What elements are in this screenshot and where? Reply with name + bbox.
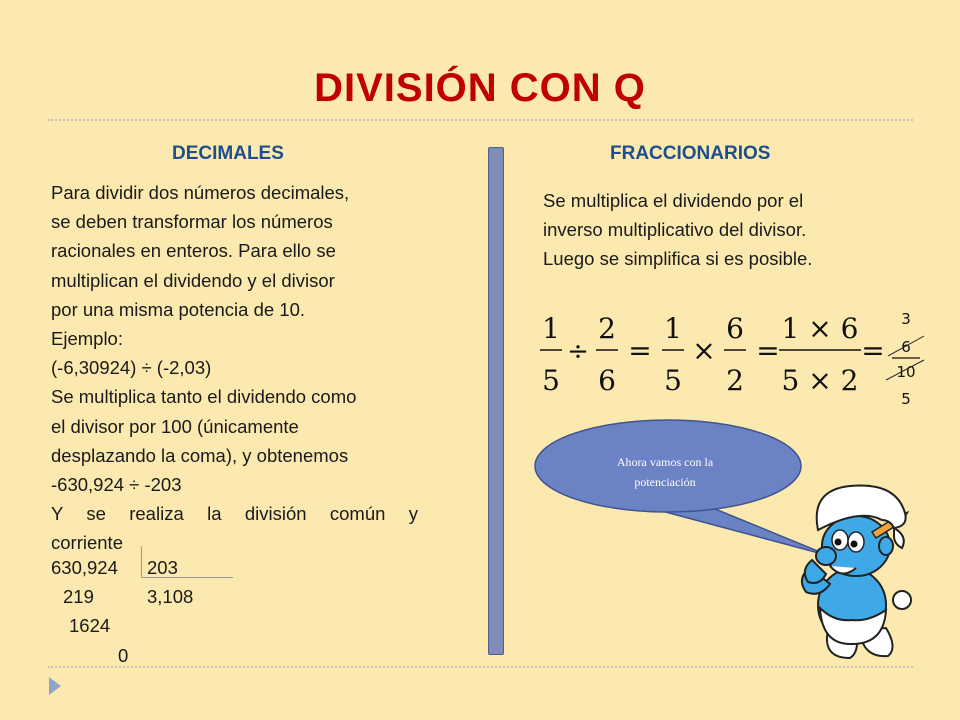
body-line: Se multiplica tanto el dividendo como bbox=[51, 386, 357, 408]
body-line: multiplican el dividendo y el divisor bbox=[51, 269, 335, 291]
body-line: inverso multiplicativo del divisor. bbox=[543, 219, 807, 241]
fraction-denominator: 5 × 2 bbox=[781, 364, 859, 397]
division-bracket-horizontal bbox=[141, 577, 233, 578]
bubble-line: Ahora vamos con la bbox=[616, 455, 714, 469]
body-line: corriente bbox=[51, 532, 123, 554]
fraction-denominator: 2 bbox=[726, 364, 744, 397]
top-dotted-divider bbox=[48, 119, 913, 121]
body-line-justified: Y se realiza la división común y bbox=[51, 503, 418, 525]
decimales-heading: DECIMALES bbox=[172, 143, 284, 164]
decimales-body bbox=[51, 178, 418, 558]
fraction-denominator: 10 bbox=[896, 363, 916, 381]
simplified-numerator: 3 bbox=[901, 310, 911, 328]
long-division bbox=[51, 553, 194, 670]
bottom-dotted-divider bbox=[48, 666, 913, 668]
speech-bubble bbox=[530, 418, 830, 568]
equals-sign: = bbox=[756, 334, 780, 367]
vertical-divider-bar bbox=[488, 147, 504, 655]
fraction-numerator: 2 bbox=[598, 312, 616, 345]
fraction-numerator: 6 bbox=[726, 312, 744, 345]
body-line: Ejemplo: bbox=[51, 328, 123, 350]
body-line: por una misma potencia de 10. bbox=[51, 298, 306, 320]
fraccionarios-heading: FRACCIONARIOS bbox=[610, 143, 771, 164]
remainder: 1624 bbox=[69, 615, 111, 637]
body-line: desplazando la coma), y obtenemos bbox=[51, 444, 349, 466]
body-line: el divisor por 100 (únicamente bbox=[51, 415, 299, 437]
remainder: 0 bbox=[118, 644, 129, 666]
body-line: se deben transformar los números bbox=[51, 211, 333, 233]
body-line: Para dividir dos números decimales, bbox=[51, 182, 350, 203]
fraction-denominator: 6 bbox=[598, 364, 616, 397]
bubble-line: potenciación bbox=[634, 475, 696, 489]
fraction-division-formula bbox=[536, 300, 926, 420]
fraccionarios-body bbox=[543, 186, 903, 274]
fraction-numerator: 6 bbox=[901, 338, 911, 356]
fraction-numerator: 1 bbox=[542, 312, 560, 345]
remainder: 219 bbox=[63, 586, 94, 608]
times-sign: × bbox=[692, 334, 716, 367]
equals-sign: = bbox=[861, 334, 885, 367]
quotient: 3,108 bbox=[147, 586, 194, 608]
fraction-numerator: 1 × 6 bbox=[781, 312, 859, 345]
body-line: Se multiplica el dividendo por el bbox=[543, 190, 804, 211]
fraction-denominator: 5 bbox=[664, 364, 682, 397]
fraction-numerator: 1 bbox=[664, 312, 682, 345]
divisor: 203 bbox=[147, 557, 178, 578]
body-line: Luego se simplifica si es posible. bbox=[543, 248, 813, 270]
dividend: 630,924 bbox=[51, 557, 118, 578]
speech-bubble-text bbox=[560, 452, 770, 492]
division-bracket-vertical bbox=[141, 546, 142, 578]
fraction-denominator: 5 bbox=[542, 364, 560, 397]
simplified-denominator: 5 bbox=[901, 390, 911, 408]
division-sign: ÷ bbox=[567, 337, 589, 367]
body-line: racionales en enteros. Para ello se bbox=[51, 240, 336, 262]
integer-expression: -630,924 ÷ -203 bbox=[51, 474, 182, 496]
slide-title: DIVISIÓN CON Q bbox=[314, 66, 646, 110]
bullet-arrow-icon bbox=[48, 676, 62, 696]
example-expression: (-6,30924) ÷ (-2,03) bbox=[51, 357, 212, 379]
smurf-character-icon bbox=[790, 480, 930, 665]
equals-sign: = bbox=[628, 334, 652, 367]
